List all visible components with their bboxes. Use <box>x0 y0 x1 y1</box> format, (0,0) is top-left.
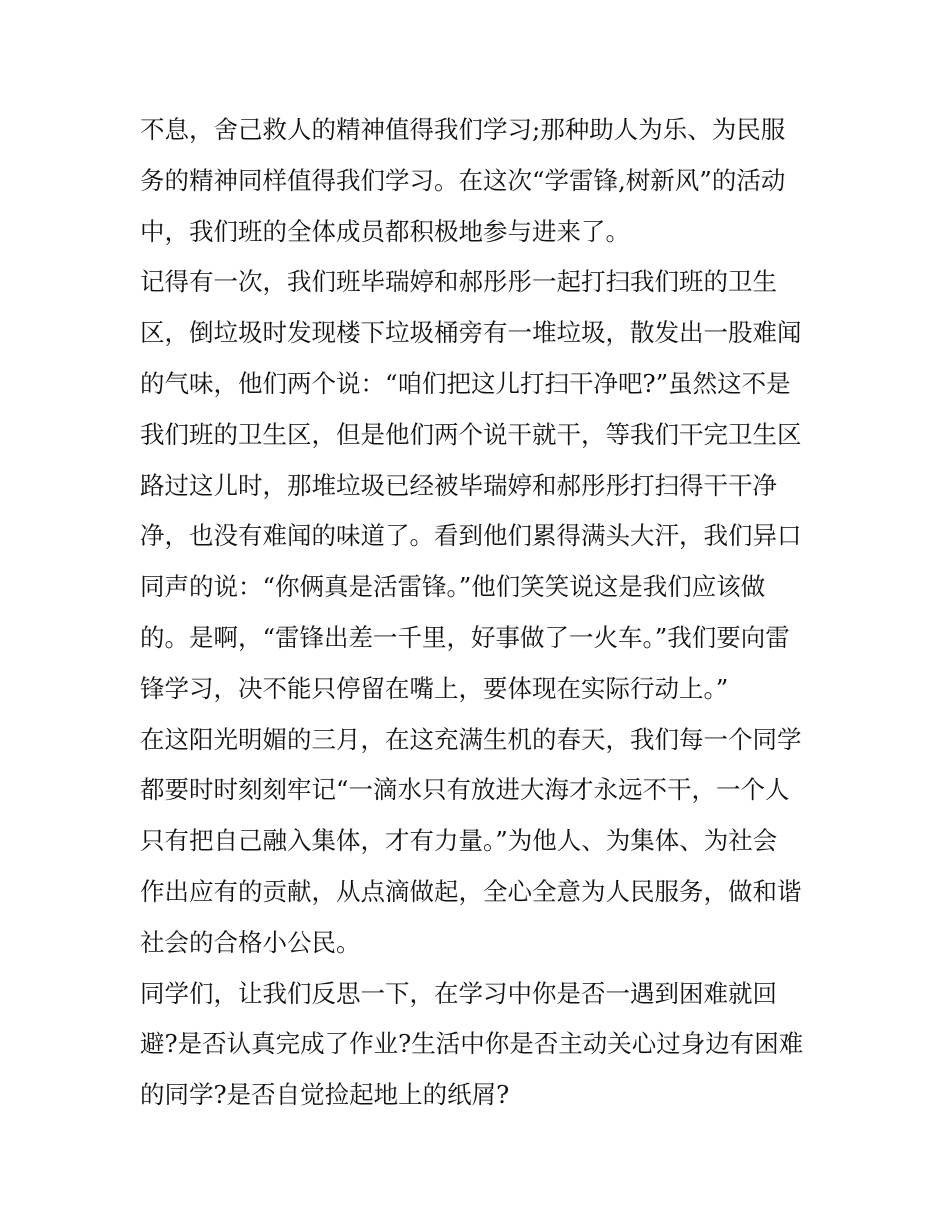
text-line: 的。是啊，“雷锋出差一千里，好事做了一火车。”我们要向雷 <box>140 622 790 652</box>
text-line: 在这阳光明媚的三月，在这充满生机的春天，我们每一个同学 <box>140 724 802 754</box>
text-line: 作出应有的贡献，从点滴做起，全心全意为人民服务，做和谐 <box>140 876 802 906</box>
document-body <box>140 105 820 1121</box>
text-line: 区，倒垃圾时发现楼下垃圾桶旁有一堆垃圾，散发出一股难闻 <box>140 318 802 348</box>
text-line: 只有把自己融入集体，才有力量。”为他人、为集体、为社会 <box>140 826 778 856</box>
text-line: 务的精神同样值得我们学习。在这次“学雷锋,树新风”的活动 <box>140 165 786 195</box>
text-line: 社会的合格小公民。 <box>140 927 361 957</box>
text-line: 的同学?是否自觉捡起地上的纸屑? <box>140 1080 510 1110</box>
text-line: 同学们，让我们反思一下，在学习中你是否一遇到困难就回 <box>140 978 777 1008</box>
text-line: 中，我们班的全体成员都积极地参与进来了。 <box>140 216 630 246</box>
text-line: 净，也没有难闻的味道了。看到他们累得满头大汗，我们异口 <box>140 521 802 551</box>
text-line: 记得有一次，我们班毕瑞婷和郝彤彤一起打扫我们班的卫生 <box>140 267 777 297</box>
text-line: 锋学习，决不能只停留在嘴上，要体现在实际行动上。” <box>140 673 729 703</box>
text-line: 的气味，他们两个说：“咱们把这儿打扫干净吧?”虽然这不是 <box>140 368 791 398</box>
text-line: 避?是否认真完成了作业?生活中你是否主动关心过身边有困难 <box>140 1029 804 1059</box>
text-line: 都要时时刻刻牢记“一滴水只有放进大海才永远不干，一个人 <box>140 775 790 805</box>
text-line: 不息，舍己救人的精神值得我们学习;那种助人为乐、为民服 <box>140 115 786 144</box>
text-line: 我们班的卫生区，但是他们两个说干就干，等我们干完卫生区 <box>140 419 802 449</box>
text-line: 路过这儿时，那堆垃圾已经被毕瑞婷和郝彤彤打扫得干干净 <box>140 470 777 500</box>
text-line: 同声的说：“你俩真是活雷锋。”他们笑笑说这是我们应该做 <box>140 572 766 602</box>
